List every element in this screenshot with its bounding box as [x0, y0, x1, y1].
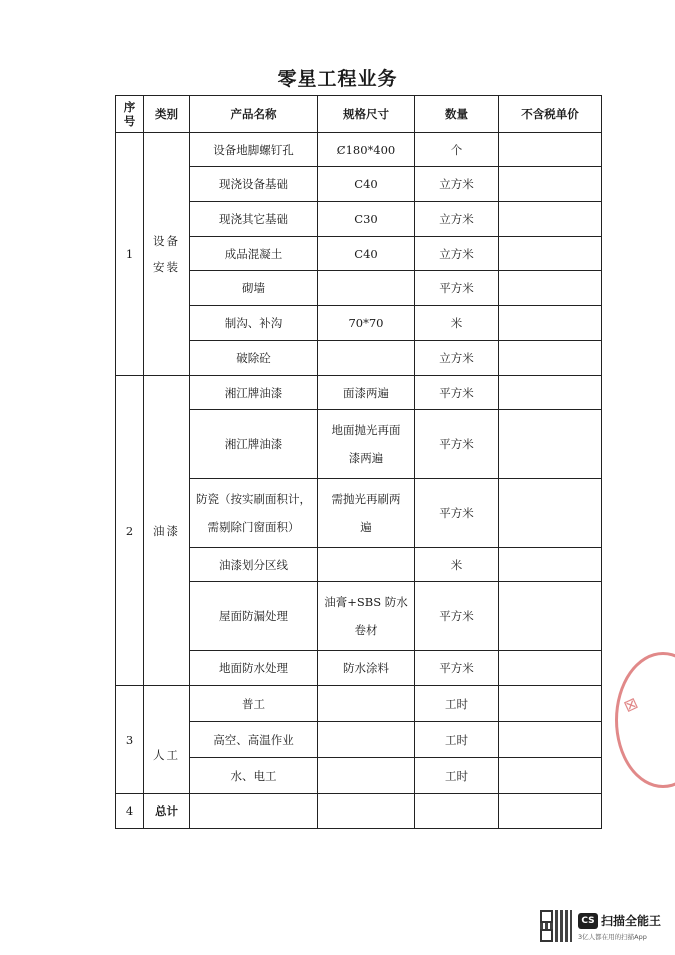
spec-cell: 油膏+SBS 防水 卷材	[318, 582, 415, 651]
quantity-unit-cell: 工时	[415, 686, 499, 722]
table-row	[116, 686, 602, 722]
price-cell	[499, 479, 602, 548]
total-label: 总计	[144, 794, 190, 829]
price-cell	[499, 582, 602, 651]
quantity-unit-cell: 立方米	[415, 202, 499, 237]
price-cell	[499, 548, 602, 582]
product-name-cell	[190, 794, 318, 829]
price-cell	[499, 133, 602, 167]
product-name-cell: 现浇其它基础	[190, 202, 318, 237]
scanner-watermark	[540, 910, 670, 944]
row-number: 3	[116, 686, 144, 794]
spec-cell: C40	[318, 167, 415, 202]
spec-cell: 需抛光再刷两 遍	[318, 479, 415, 548]
product-name-cell: 成品混凝土	[190, 237, 318, 271]
spec-cell: C40	[318, 237, 415, 271]
spec-cell	[318, 686, 415, 722]
price-cell	[499, 376, 602, 410]
price-cell	[499, 651, 602, 686]
page-title: 零星工程业务	[277, 68, 398, 90]
spec-cell: 70*70	[318, 306, 415, 341]
spec-cell	[318, 758, 415, 794]
spec-cell	[318, 548, 415, 582]
row-category: 人工	[144, 686, 190, 794]
product-name-cell: 湘江牌油漆	[190, 376, 318, 410]
row-number: 1	[116, 133, 144, 376]
spec-cell: Ȼ180*400	[318, 133, 415, 167]
header-no	[116, 96, 144, 133]
quantity-unit-cell: 米	[415, 306, 499, 341]
work-items-table	[115, 95, 602, 829]
total-row	[116, 794, 602, 829]
header-price: 不含税单价	[499, 96, 602, 133]
price-cell	[499, 410, 602, 479]
quantity-unit-cell: 平方米	[415, 376, 499, 410]
scanner-tagline: 3亿人都在用的扫描App	[578, 933, 647, 941]
header-spec: 规格尺寸	[318, 96, 415, 133]
price-cell	[499, 794, 602, 829]
header-category: 类别	[144, 96, 190, 133]
product-name-cell: 屋面防漏处理	[190, 582, 318, 651]
table-row	[116, 133, 602, 167]
price-cell	[499, 722, 602, 758]
header-no-text: 序号	[123, 100, 136, 128]
quantity-unit-cell: 立方米	[415, 341, 499, 376]
product-name-cell: 油漆划分区线	[190, 548, 318, 582]
price-cell	[499, 758, 602, 794]
spec-cell	[318, 271, 415, 306]
scanner-app-name: 扫描全能王	[601, 914, 662, 928]
price-cell	[499, 271, 602, 306]
qr-code-icon	[540, 910, 572, 942]
spec-cell	[318, 722, 415, 758]
quantity-unit-cell: 米	[415, 548, 499, 582]
spec-cell	[318, 341, 415, 376]
product-name-cell: 设备地脚螺钉孔	[190, 133, 318, 167]
stamp-mark: ⊠	[620, 693, 641, 716]
product-name-cell: 水、电工	[190, 758, 318, 794]
price-cell	[499, 167, 602, 202]
product-name-cell: 普工	[190, 686, 318, 722]
quantity-unit-cell: 平方米	[415, 410, 499, 479]
product-name-cell: 防瓷（按实刷面积计， 需剔除门窗面积）	[190, 479, 318, 548]
quantity-unit-cell: 立方米	[415, 237, 499, 271]
total-number: 4	[116, 794, 144, 829]
quantity-unit-cell	[415, 794, 499, 829]
quantity-unit-cell: 平方米	[415, 651, 499, 686]
quantity-unit-cell: 工时	[415, 758, 499, 794]
product-name-cell: 湘江牌油漆	[190, 410, 318, 479]
row-category: 油漆	[144, 376, 190, 686]
product-name-cell: 破除砼	[190, 341, 318, 376]
table-row	[116, 376, 602, 410]
price-cell	[499, 202, 602, 237]
quantity-unit-cell: 个	[415, 133, 499, 167]
red-seal-stamp	[615, 652, 675, 788]
table-header-row	[116, 96, 602, 133]
spec-cell: 地面抛光再面 漆两遍	[318, 410, 415, 479]
header-name: 产品名称	[190, 96, 318, 133]
spec-cell: 面漆两遍	[318, 376, 415, 410]
price-cell	[499, 686, 602, 722]
quantity-unit-cell: 立方米	[415, 167, 499, 202]
header-qty: 数量	[415, 96, 499, 133]
price-cell	[499, 237, 602, 271]
quantity-unit-cell: 平方米	[415, 582, 499, 651]
row-category: 设备 安装	[144, 133, 190, 376]
quantity-unit-cell: 平方米	[415, 271, 499, 306]
row-number: 2	[116, 376, 144, 686]
spec-cell	[318, 794, 415, 829]
spec-cell: C30	[318, 202, 415, 237]
product-name-cell: 地面防水处理	[190, 651, 318, 686]
price-cell	[499, 306, 602, 341]
table-body	[116, 133, 602, 829]
product-name-cell: 砌墙	[190, 271, 318, 306]
product-name-cell: 高空、高温作业	[190, 722, 318, 758]
spec-cell: 防水涂料	[318, 651, 415, 686]
quantity-unit-cell: 平方米	[415, 479, 499, 548]
product-name-cell: 现浇设备基础	[190, 167, 318, 202]
quantity-unit-cell: 工时	[415, 722, 499, 758]
product-name-cell: 制沟、补沟	[190, 306, 318, 341]
cs-logo-icon: CS	[578, 913, 598, 929]
price-cell	[499, 341, 602, 376]
